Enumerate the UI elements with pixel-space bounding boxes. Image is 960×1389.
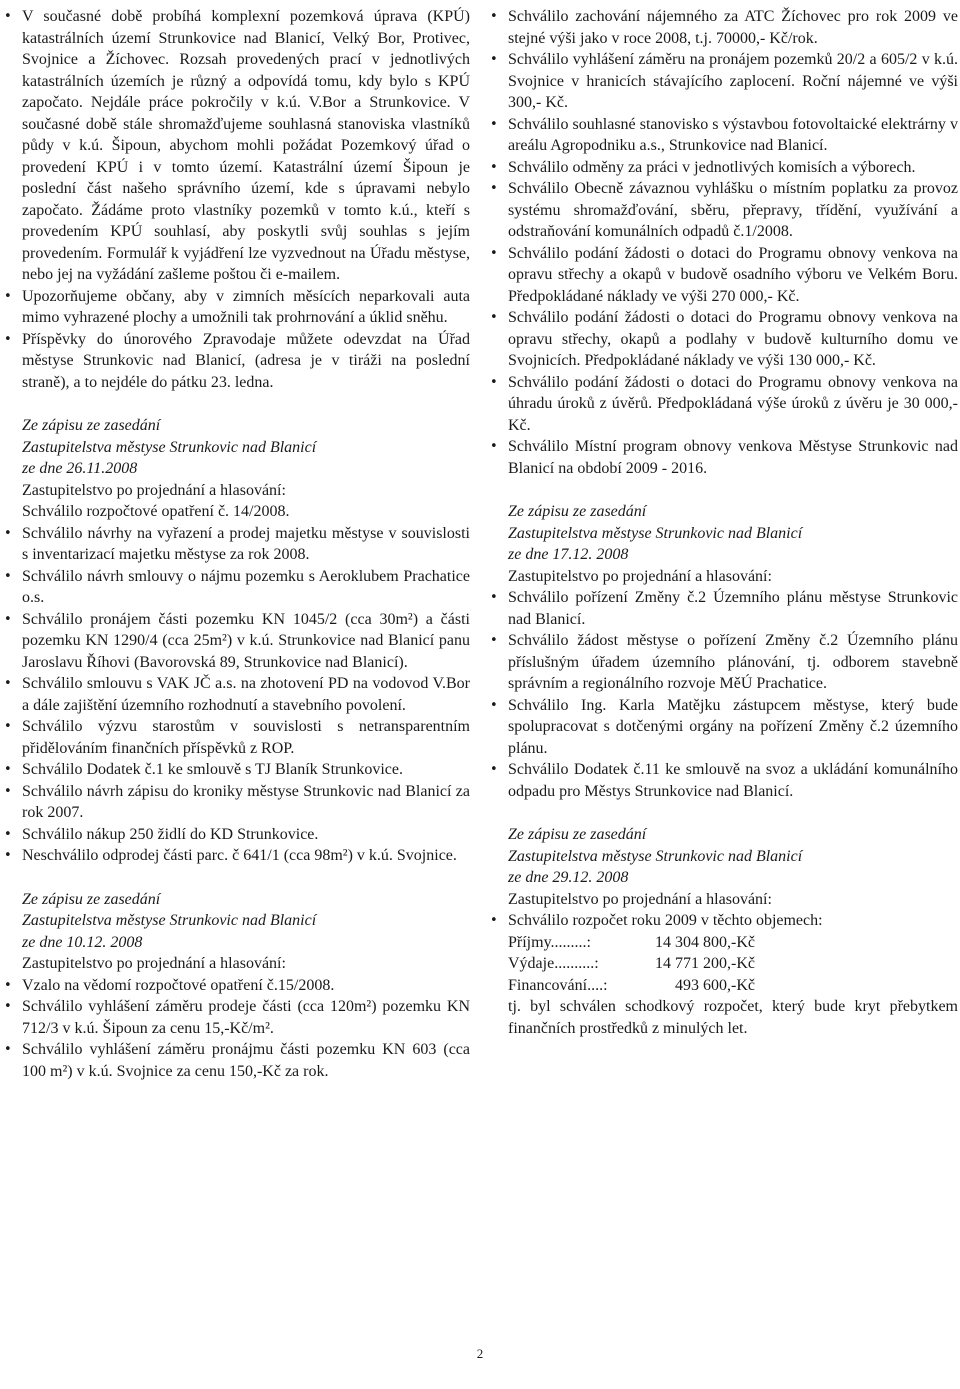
section-subtitle: Zastupitelstva městyse Strunkovic nad Blanicí xyxy=(22,438,317,456)
budget-amount: 14 304 800,-Kč xyxy=(655,933,755,951)
left-column xyxy=(2,6,470,1082)
section-subtitle: Zastupitelstva městyse Strunkovic nad Blanicí xyxy=(508,847,803,865)
list-item: • Schválilo podání žádosti o dotaci do Programu obnovy venkova na úhradu úroků z úvěrů. Předpokládaná výše úroků z úvěru je 30 000,- Kč. xyxy=(488,372,958,437)
section-date: ze dne 17.12. 2008 xyxy=(508,546,629,563)
budget-note: tj. byl schválen schodkový rozpočet, který bude kryt přebytkem finančních prostředků z minulých let. xyxy=(508,998,958,1037)
list-item: • V současné době probíhá komplexní pozemková úprava (KPÚ) katastrálních území Strunkovice nad Blanicí, Velký Bor, Protivec, Svojnice a Žíchovec. Rozsah provedených prací v jednotlivých katastrálních územích je různý a odpovídá tomu, kdy bylo s KPÚ započato. Nejdále práce pokročily v k.ú. V.Bor a Strunkovice. V současné době stále shromažďujeme souhlasná stanoviska vlastníků půdy v k.ú. Šipoun, abychom mohli požádat Pozemkový úřad o provedení KPÚ i v tomto území. Katastrální území Šipoun je poslední část našeho správního území, kde s úpravami nebylo započato. Žádáme proto vlastníky pozemků v tomto k.ú., kteří s provedením KPÚ souhlasí, aby poskytli svůj souhlas s jejím provedením. Formulář k vyjádření lze vyzvednout na Úřadu městyse, nebo jej na vyžádání zašleme poštou či e-mailem. xyxy=(2,6,470,286)
list-item: • Schválilo výzvu starostům v souvislosti s netransparentním přidělováním finančních příspěvků z ROP. xyxy=(2,716,470,759)
resolution-text: Schválilo rozpočtové opatření č. 14/2008. xyxy=(22,503,290,520)
resolution-list xyxy=(488,910,958,932)
budget-label: Financování....: xyxy=(508,976,608,994)
resolution-list xyxy=(2,975,470,1083)
list-item: • Schválilo vyhlášení záměru na pronájem pozemků 20/2 a 605/2 v k.ú. Svojnice v hranicích stávajícího zaplocení. Roční nájemné ve výši 300,- Kč. xyxy=(488,49,958,114)
list-item: • Schválilo nákup 250 židlí do KD Strunkovice. xyxy=(2,824,470,846)
list-item: • Schválilo podání žádosti o dotaci do Programu obnovy venkova na opravu střechy a okapů v budově osadního výboru ve Velkém Boru. Předpokládané náklady ve výši 270 000,- Kč. xyxy=(488,243,958,308)
list-item: • Schválilo rozpočet roku 2009 v těchto objemech: xyxy=(488,910,958,932)
section-heading xyxy=(2,889,470,975)
list-item: • Schválilo vyhlášení záměru pronájmu části pozemku KN 603 (cca 100 m²) v k.ú. Svojnice za cenu 150,-Kč za rok. xyxy=(2,1039,470,1082)
list-item: • Schválilo návrh smlouvy o nájmu pozemku s Aeroklubem Prachatice o.s. xyxy=(2,566,470,609)
list-item: • Upozorňujeme občany, aby v zimních měsících neparkovali auta mimo vyhrazené plochy a umožnili tak prohrnování a úklid sněhu. xyxy=(2,286,470,329)
section-title: Ze zápisu ze zasedání xyxy=(508,826,647,843)
list-item: • Schválilo smlouvu s VAK JČ a.s. na zhotovení PD na vodovod V.Bor a dále zajištění územního rozhodnutí a stavebního povolení. xyxy=(2,673,470,716)
budget-table xyxy=(488,932,958,997)
list-item: • Schválilo odměny za práci v jednotlivých komisích a výborech. xyxy=(488,157,958,179)
list-item: • Schválilo Dodatek č.11 ke smlouvě na svoz a ukládání komunálního odpadu pro Městys Strunkovice nad Blanicí. xyxy=(488,759,958,802)
list-item: • Schválilo podání žádosti o dotaci do Programu obnovy venkova na opravu střechy, okapů a podlahy v budově kulturního domu ve Svojnicích. Předpokládané náklady ve výši 130 000,- Kč. xyxy=(488,307,958,372)
list-item: • Příspěvky do únorového Zpravodaje můžete odevzdat na Úřad městyse Strunkovic nad Blanicí, (adresa je v tiráži na poslední straně), a to nejdéle do pátku 23. ledna. xyxy=(2,329,470,394)
section-heading xyxy=(488,824,958,910)
list-item: • Schválilo pronájem části pozemku KN 1045/2 (cca 30m²) a části pozemku KN 1290/4 (cca 25m²) v k.ú. Strunkovice nad Blanicí panu Jaroslavu Říhovi (Bavorovská 89, Strunkovice nad Blanicí). xyxy=(2,609,470,674)
section-date: ze dne 29.12. 2008 xyxy=(508,869,629,886)
list-item: • Schválilo Ing. Karla Matějku zástupcem městyse, který bude spolupracovat s dotčenými orgány na pořízení Změny č.2 územního plánu. xyxy=(488,695,958,760)
section-heading xyxy=(2,415,470,501)
list-item: • Schválilo Obecně závaznou vyhlášku o místním poplatku za provoz systému shromažďování, sběru, přepravy, třídění, využívání a odstraňování komunálních odpadů č.1/2008. xyxy=(488,178,958,243)
section-heading xyxy=(488,501,958,587)
intro-list xyxy=(2,6,470,393)
section-date: ze dne 26.11.2008 xyxy=(22,460,138,477)
list-item: • Schválilo návrhy na vyřazení a prodej majetku městyse v souvislosti s inventarizací majetku městyse za rok 2008. xyxy=(2,523,470,566)
list-item: • Schválilo souhlasné stanovisko s výstavbou fotovoltaické elektrárny v areálu Agropodniku a.s., Strunkovice nad Blanicí. xyxy=(488,114,958,157)
section-lead: Zastupitelstvo po projednání a hlasování: xyxy=(22,955,286,972)
section-lead: Zastupitelstvo po projednání a hlasování: xyxy=(508,567,772,585)
section-date: ze dne 10.12. 2008 xyxy=(22,933,143,951)
list-item: • Schválilo pořízení Změny č.2 Územního plánu městyse Strunkovic nad Blanicí. xyxy=(488,587,958,630)
budget-label: Příjmy.........: xyxy=(508,933,591,951)
section-subtitle: Zastupitelstva městyse Strunkovic nad Blanicí xyxy=(22,912,317,929)
section-lead: Zastupitelstvo po projednání a hlasování: xyxy=(22,481,286,499)
budget-label: Výdaje..........: xyxy=(508,955,599,972)
section-title: Ze zápisu ze zasedání xyxy=(22,890,161,908)
section-subtitle: Zastupitelstva městyse Strunkovic nad Blanicí xyxy=(508,524,803,542)
budget-row xyxy=(508,975,958,997)
resolution-list xyxy=(488,587,958,802)
resolution-list xyxy=(488,6,958,479)
list-item: • Vzalo na vědomí rozpočtové opatření č.15/2008. xyxy=(2,975,470,997)
budget-amount: 14 771 200,-Kč xyxy=(655,955,755,972)
right-column xyxy=(488,6,958,1039)
budget-row xyxy=(508,932,958,954)
list-item: • Schválilo návrh zápisu do kroniky městyse Strunkovic nad Blanicí za rok 2007. xyxy=(2,781,470,824)
section-title: Ze zápisu ze zasedání xyxy=(22,417,161,434)
section-title: Ze zápisu ze zasedání xyxy=(508,503,647,520)
list-item: • Schválilo žádost městyse o pořízení Změny č.2 Územního plánu příslušným úřadem územního plánování, tj. odborem stavebně správním a regionálního rozvoje MěÚ Prachatice. xyxy=(488,630,958,695)
list-item: • Neschválilo odprodej části parc. č 641/1 (cca 98m²) v k.ú. Svojnice. xyxy=(2,845,470,867)
list-item: • Schválilo zachování nájemného za ATC Žíchovec pro rok 2009 ve stejné výši jako v roce 2008, t.j. 70000,- Kč/rok. xyxy=(488,6,958,49)
list-item: • Schválilo Místní program obnovy venkova Městyse Strunkovic nad Blanicí na období 2009 - 2016. xyxy=(488,436,958,479)
page-number: 2 xyxy=(476,1346,484,1361)
budget-row xyxy=(508,953,958,975)
list-item: • Schválilo vyhlášení záměru prodeje části (cca 120m²) pozemku KN 712/3 v k.ú. Šipoun za cenu 15,-Kč/m². xyxy=(2,996,470,1039)
section-lead: Zastupitelstvo po projednání a hlasování: xyxy=(508,890,772,908)
list-item: • Schválilo Dodatek č.1 ke smlouvě s TJ Blaník Strunkovice. xyxy=(2,759,470,781)
resolution-list xyxy=(2,523,470,867)
budget-amount: 493 600,-Kč xyxy=(675,976,755,994)
